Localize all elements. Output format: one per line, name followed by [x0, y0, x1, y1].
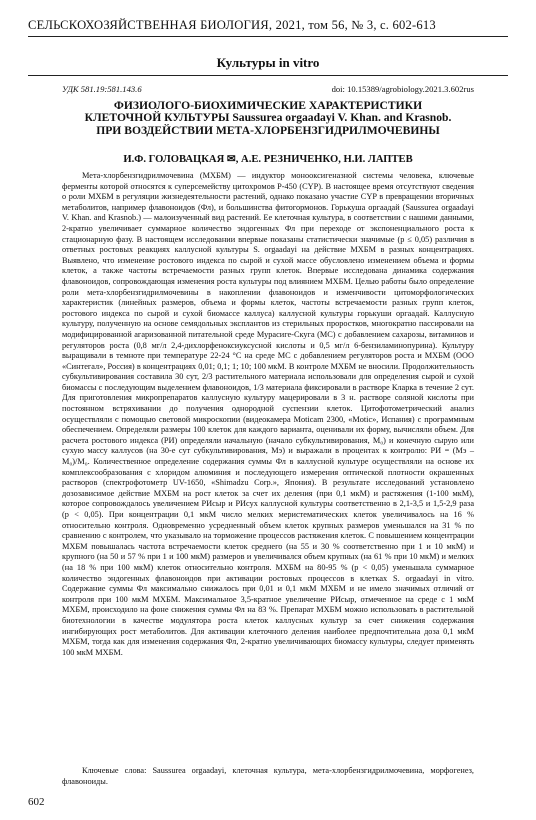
udk-code: УДК 581.19:581.143.6	[62, 84, 142, 94]
page-number: 602	[28, 796, 45, 808]
section-title: Культуры in vitro	[216, 55, 320, 70]
keywords-text: Ключевые слова: Saussurea orgaadayi, клеточная культура, мета-хлорбензгидрилмочевина, морфогенез, флавоноиды.	[62, 766, 474, 786]
header-rule	[28, 36, 508, 37]
section-rule	[28, 75, 508, 76]
article-title	[28, 100, 508, 137]
article-meta	[62, 84, 474, 94]
title-line-3: ПРИ ВОЗДЕЙСТВИИ МЕТА-ХЛОРБЕНЗГИДРИЛМОЧЕВИНЫ	[96, 123, 440, 137]
authors: И.Ф. ГОЛОВАЦКАЯ ✉, А.Е. РЕЗНИЧЕНКО, Н.И. ЛАПТЕВ	[123, 154, 413, 165]
doi-link[interactable]: doi: 10.15389/agrobiology.2021.3.602rus	[331, 84, 474, 94]
keywords	[62, 766, 474, 787]
title-line-2: КЛЕТОЧНОЙ КУЛЬТУРЫ Saussurea orgaadayi V. Khan. and Krasnob.	[84, 111, 452, 125]
abstract	[62, 171, 474, 658]
abstract-text: Мета-хлорбензгидрилмочевина (МХБМ) — индуктор монооксигеназной системы человека, ключевые ферменты которой относятся к суперсемейству цитохромов P-450 (CYP). В настоящее время отсутствуют сведения о роли МХБМ в регуляции жизнедеятельности растений, однако показано участие CYP в превращении вторичных метаболитов, например флавоноидов (Фл), и большинства фитогормонов. Горькуша оргаадай (Saussurea orgaadayi V. Khan. and Krasnob.) — малоизученный вид растений. Ее клеточная культура, в соответствии с нашими данными, 2-кратно увеличивает суммарное количество эндогенных Фл при переходе от экспоненциального роста к стационарную фазу. В настоящем исследовании впервые показаны статистически значимые (p ≤ 0,05) различия в ответных ростовых реакциях каллусной культуры S. orgaadayi на действие МХБМ в разных концентрациях. Выявлено, что изменение ростового индекса по сырой и сухой массе обусловлено изменением объема и формы клеток, а также частоты встречаемости разных групп клеток. Впервые исследована динамика содержания флавоноидов, сопровождающая изменения роста культуры под влиянием МХБМ. Целью работы было определение роли мета-хлорбензгидрилмочевины в накоплении флавоноидов и изменчивости цитоморфологических характеристик (линейных размеров, объема и формы клеток, частоты встречаемости разных групп клеток, ростового индекса по сырой и сухой биомассе каллуса) каллусной культуры горькуши оргаадай. Каллусную культуру, полученную на основе семядольных эксплантов из стерильных проростков, многократно пассировали на модифицированной агаризованной питательной среде Мурасиге-Скуга (МС) с добавлением сахарозы, витаминов и регуляторов роста (0,8 мг/л 2,4-дихлорфеноксиуксусной кислоты и 0,5 мг/л 6-бензиламинопурина). Культуру выращивали в темноте при температуре 22-24 °C на среде МС с добавлением регуляторов роста и МХБМ (ООО «Синтегал», Россия) в концентрациях 0,01; 0,1; 1; 10; 100 мкМ. В контроле МХБМ не вносили. Продолжительность субкультивирования составила 30 сут, 2/3 растительного материала использовали для определения сырой и сухой биомассы с последующим выделением флавоноидов, 1/3 материала фиксировали в растворе Кларка в течение 2 сут. Для приготовления микропрепаратов каллусную культуру мацерировали в 3 н. растворе соляной кислоты при постоянном встряхивании до получения однородной суспензии клеток. Цитофотометрический анализ осуществляли с помощью световой микроскопии (видеокамера Moticam 2300, «Motic», Испания) с программным обеспечением. Определяли размеры 100 клеток для каждого варианта, оценивали их форму, вычисляли объем. Для расчета ростового индекса (РИ) определяли начальную (начало субкультивирования, M₀) и конечную сырую или сухую массу каллусов (на 30-е сут субкультивирования, Mэ) и выражали в процентах к контролю: РИ = (Mэ – M₀)/M₀. Количественное определение содержания суммы Фл в каллусной культуре осуществляли на основе их комплексообразования с хлоридом алюминия и последующего измерения оптической плотности окрашенных растворов (спектрофотометр UV-1650, «Shimadzu Corp.», Япония). В результате исследований установлено дозозависимое действие МХБМ на рост клеток за счет их деления (при 0,1 мкМ) и растяжения (1-100 мкМ), которое сопровождалось увеличением РИсыр и РИсух каллусной культуры соответственно в 2,1-3,5 и 1,5-2,9 раза (p < 0,05). При концентрации 0,1 мкМ число мелких меристематических клеток увеличивалось на 16 % относительно контроля. Одновременно усредненный объем клеток крупных размеров уменьшался на 31 % по сравнению с контролем, что указывало на торможение процессов растяжения клеток. С повышением концентрации МХБМ повышалась частота встречаемости клеток среднего (на 55 и 30 % соответственно при 1 и 10 мкМ) и крупного (на 50 и 57 % при 1 и 100 мкМ) размеров и увеличивался объем крупных (на 61 % при 10 мкМ) и мелких (на 18 % при 100 мкМ) клеток относительно контроля. МХБМ на 80-95 % (p < 0,05) уменьшала суммарное количество эндогенных флавоноидов при активации ростовых процессов в клетках S. orgaadayi in vitro. Содержание суммы Фл максимально снижалось при 0,01 и 0,1 мкМ МХБМ и не имело значимых отличий от контроля при 100 мкМ МХБМ. Максимальное 3,5-кратное увеличение РИсыр, отмеченное на среде с 1 мкМ МХБМ, происходило на фоне снижения суммы Фл на 83 %. Препарат МХБМ можно использовать в растительной биотехнологии в качестве модулятора роста клеток каллусных культур за счет снижения содержания ингибирующих рост метаболитов. Для активации клеточного деления наиболее предпочтительна доза 0,1 мкМ МХБМ, тогда как для изменения содержания Фл, 2-кратно увеличивающих биомассу культуры, следует применять 100 мкМ МХБМ.	[62, 171, 474, 657]
journal-header: СЕЛЬСКОХОЗЯЙСТВЕННАЯ БИОЛОГИЯ, 2021, том 56, № 3, с. 602-613	[28, 18, 436, 32]
title-line-1: ФИЗИОЛОГО-БИОХИМИЧЕСКИЕ ХАРАКТЕРИСТИКИ	[113, 99, 423, 112]
section-heading	[0, 55, 536, 76]
